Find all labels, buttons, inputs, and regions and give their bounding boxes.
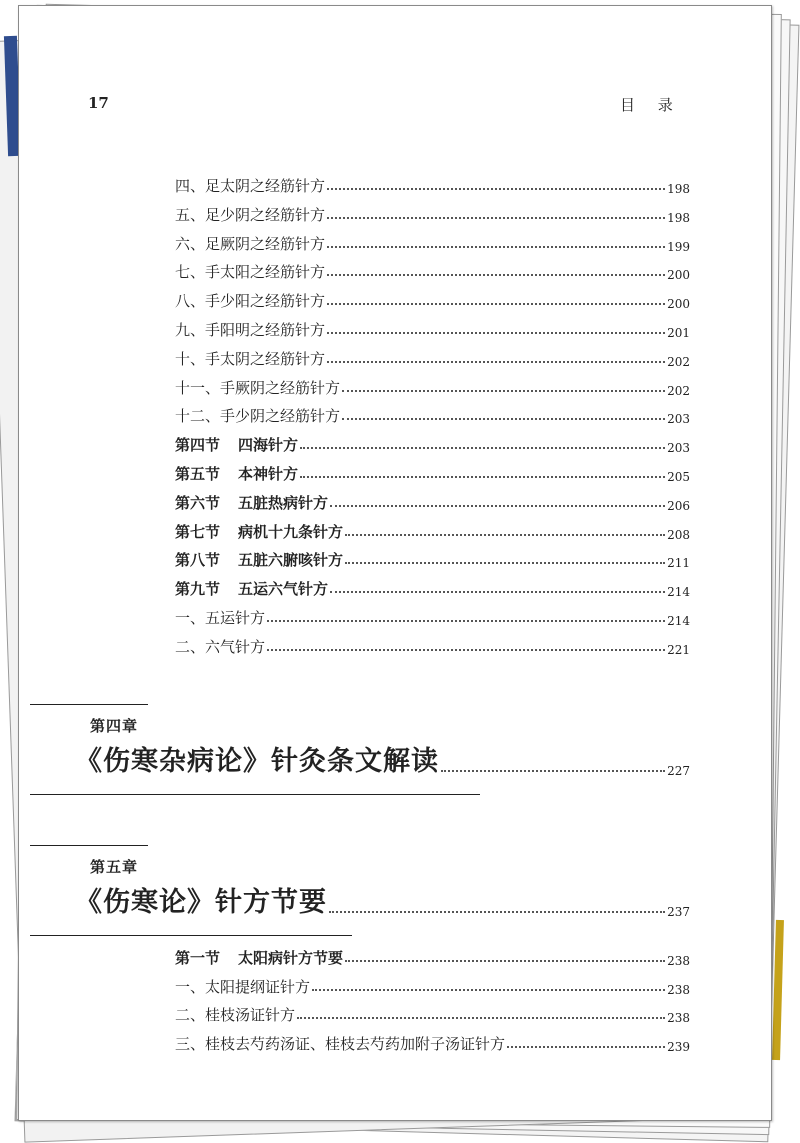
toc-entry-text: 第九节 <box>175 580 221 599</box>
toc-entry-text: 二、桂枝汤证针方 <box>175 1006 296 1024</box>
toc-entry-label <box>175 204 325 225</box>
toc-section-entry[interactable] <box>175 520 690 542</box>
toc-entry-text: 一、太阳提纲证针方 <box>175 977 311 996</box>
leader-dots <box>327 303 665 305</box>
toc-page-number: 214 <box>667 585 690 600</box>
leader-dots <box>327 188 665 190</box>
toc-page-number: 203 <box>667 441 690 456</box>
toc-entry-text: 六、足厥阴之经筋针方 <box>175 234 326 253</box>
toc-section-entry[interactable] <box>175 462 690 484</box>
chapter-title: 《伤寒论》针方节要 <box>75 887 327 918</box>
toc-page-number: 202 <box>667 383 690 398</box>
leader-dots <box>327 274 665 276</box>
leader-dots <box>329 911 665 913</box>
toc-entry-text: 五、足少阴之经筋针方 <box>175 205 326 224</box>
toc-section-title: 四海针方 <box>238 436 299 455</box>
toc-entry-label <box>175 463 298 484</box>
leader-dots <box>342 390 665 392</box>
toc-page-number: 238 <box>667 1011 690 1025</box>
toc-entry[interactable] <box>175 975 690 997</box>
toc-entry-text: 第一节 <box>175 949 221 967</box>
toc-entry-label <box>175 377 340 398</box>
toc-section-title: 病机十九条针方 <box>238 522 344 541</box>
toc-entry-text: 九、手阳明之经筋针方 <box>175 321 326 339</box>
toc-entry-label <box>175 175 325 196</box>
toc-entry-label <box>175 319 325 340</box>
toc-entry[interactable] <box>175 318 690 340</box>
toc-entry-label <box>175 976 310 997</box>
toc-entry-label <box>175 434 298 455</box>
leader-dots <box>441 770 665 772</box>
toc-entry[interactable] <box>175 260 690 282</box>
leader-dots <box>330 591 665 593</box>
toc-entry[interactable] <box>175 635 690 657</box>
leader-dots <box>345 960 665 962</box>
toc-entry-text: 二、六气针方 <box>175 637 266 656</box>
running-header-title: 目 录 <box>620 96 682 114</box>
toc-page-number: 203 <box>667 412 690 427</box>
toc-entry-label <box>175 1004 295 1025</box>
toc-entry-text: 第八节 <box>175 551 221 570</box>
toc-entry-text: 十一、手厥阴之经筋针方 <box>175 378 341 397</box>
toc-entry-label <box>175 492 328 513</box>
toc-entry-text: 十、手太阴之经筋针方 <box>175 349 326 368</box>
leader-dots <box>345 562 665 564</box>
toc-page-number: 205 <box>667 470 690 484</box>
leader-dots <box>345 534 665 536</box>
chapter-rule <box>30 845 148 846</box>
toc-entry[interactable] <box>175 1003 690 1025</box>
toc-page-number: 200 <box>667 268 690 283</box>
toc-entry-text: 四、足太阴之经筋针方 <box>175 177 326 195</box>
toc-page-number: 227 <box>667 764 690 778</box>
toc-entry-label <box>175 405 340 426</box>
toc-entry-text: 第四节 <box>175 436 221 455</box>
toc-section-title: 本神针方 <box>238 465 299 483</box>
toc-entry-label <box>175 348 325 369</box>
leader-dots <box>312 989 665 991</box>
toc-section-title: 五运六气针方 <box>238 580 329 599</box>
toc-entry-text: 第五节 <box>175 465 221 483</box>
toc-page-number: 221 <box>667 642 690 657</box>
toc-page-number: 211 <box>667 556 690 571</box>
leader-dots <box>342 418 665 420</box>
leader-dots <box>267 649 665 651</box>
chapter-rule <box>30 704 148 705</box>
leader-dots <box>297 1017 665 1019</box>
toc-entry-label <box>175 578 328 599</box>
toc-section-title: 五脏热病针方 <box>238 493 329 512</box>
toc-section-entry[interactable] <box>175 548 690 570</box>
toc-entry[interactable] <box>175 1032 690 1054</box>
toc-page-number: 214 <box>667 614 690 628</box>
chapter-label: 第五章 <box>90 858 139 876</box>
chapter-title: 《伤寒杂病论》针灸条文解读 <box>75 746 439 777</box>
toc-entry-label <box>175 1033 505 1054</box>
leader-dots <box>507 1046 665 1048</box>
toc-page-number: 238 <box>667 954 690 968</box>
toc-page-number: 201 <box>667 326 690 340</box>
toc-entry-label <box>175 636 265 657</box>
chapter-heading-row[interactable] <box>75 883 690 919</box>
toc-page-number: 199 <box>667 239 690 254</box>
leader-dots <box>330 505 665 507</box>
toc-page-number: 237 <box>667 905 690 919</box>
toc-section-entry[interactable] <box>175 577 690 599</box>
toc-entry[interactable] <box>175 606 690 628</box>
leader-dots <box>267 620 665 622</box>
toc-page-number: 200 <box>667 297 690 312</box>
toc-entry-text: 第七节 <box>175 522 221 541</box>
toc-entry[interactable] <box>175 289 690 311</box>
page-number: 17 <box>88 94 109 112</box>
chapter-heading-row[interactable] <box>75 742 690 778</box>
toc-entry-label <box>175 521 343 542</box>
leader-dots <box>327 361 665 363</box>
toc-entry-label <box>175 290 325 311</box>
leader-dots <box>327 217 665 219</box>
toc-entry-text: 一、五运针方 <box>175 609 266 627</box>
toc-entry-label <box>175 549 343 570</box>
leader-dots <box>327 332 665 334</box>
chapter-rule <box>30 935 352 936</box>
toc-section-entry[interactable] <box>175 946 690 968</box>
toc-page-number: 206 <box>667 498 690 513</box>
leader-dots <box>300 476 665 478</box>
toc-page-number: 239 <box>667 1039 690 1054</box>
chapter-rule <box>30 794 480 795</box>
toc-section-title: 太阳病针方节要 <box>238 949 344 967</box>
toc-page-number: 202 <box>667 354 690 369</box>
toc-section-entry[interactable] <box>175 433 690 455</box>
toc-entry-text: 十二、手少阴之经筋针方 <box>175 407 341 426</box>
leader-dots <box>327 246 665 248</box>
toc-section-entry[interactable] <box>175 491 690 513</box>
toc-entry-text: 七、手太阳之经筋针方 <box>175 263 326 282</box>
toc-entry[interactable] <box>175 232 690 254</box>
toc-entry[interactable] <box>175 347 690 369</box>
toc-page-number: 238 <box>667 982 690 997</box>
toc-entry-text: 八、手少阳之经筋针方 <box>175 292 326 311</box>
toc-entry-label <box>175 947 343 968</box>
toc-entry-label <box>175 261 325 282</box>
leader-dots <box>300 447 665 449</box>
toc-entry-text: 第六节 <box>175 493 221 512</box>
toc-entry-text: 三、桂枝去芍药汤证、桂枝去芍药加附子汤证针方 <box>175 1034 506 1053</box>
toc-entry-label <box>175 233 325 254</box>
toc-entry[interactable] <box>175 203 690 225</box>
toc-entry[interactable] <box>175 376 690 398</box>
toc-page-number: 198 <box>667 182 690 196</box>
toc-entry[interactable] <box>175 404 690 426</box>
toc-entry-label <box>175 607 265 628</box>
toc-entry[interactable] <box>175 174 690 196</box>
toc-page-number: 208 <box>667 527 690 542</box>
chapter-label: 第四章 <box>90 717 139 735</box>
toc-page-number: 198 <box>667 210 690 225</box>
toc-section-title: 五脏六腑咳针方 <box>238 551 344 570</box>
